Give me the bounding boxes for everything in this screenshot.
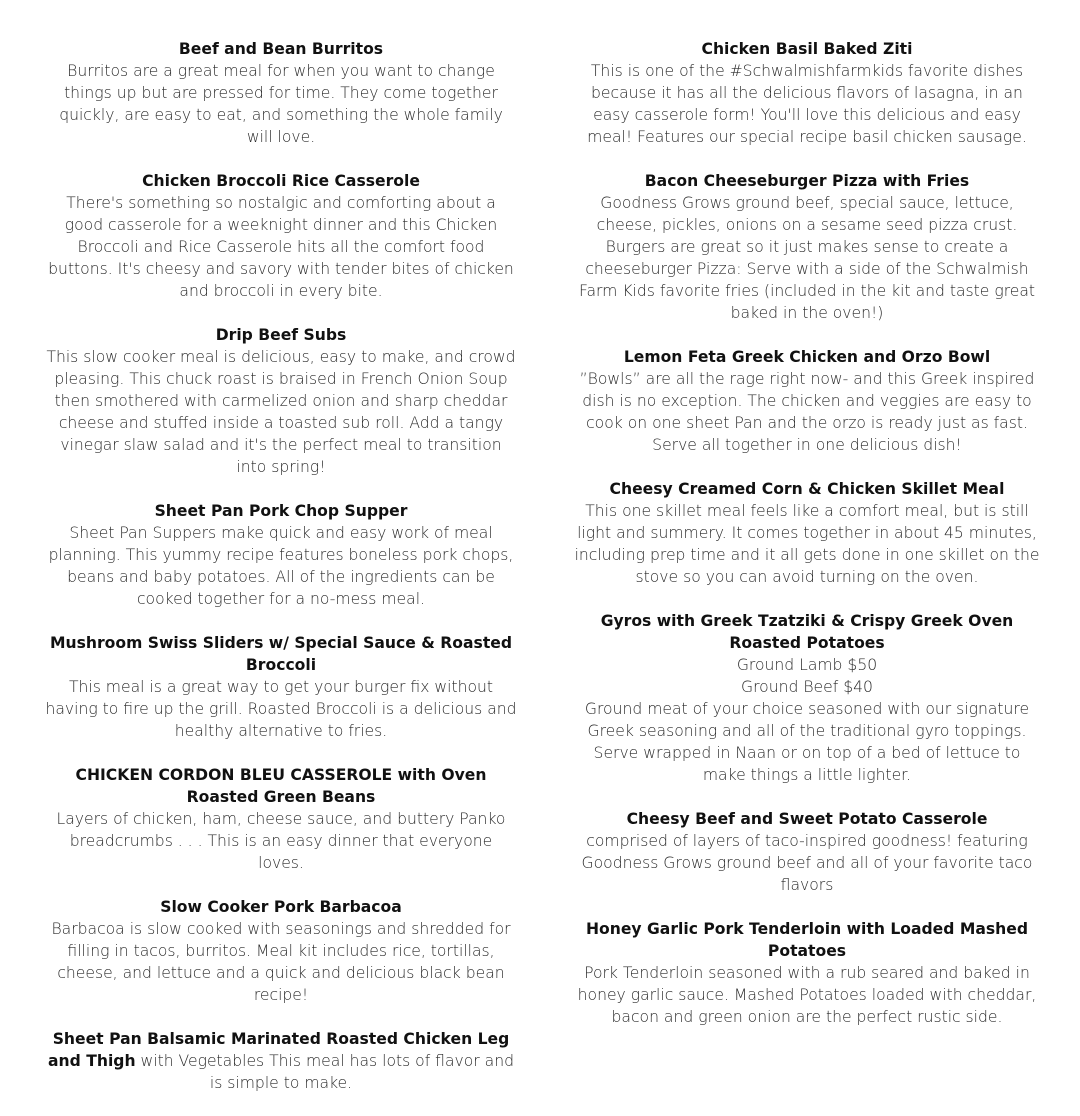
menu-item-beef-bean-burritos [45,38,517,148]
menu-item-title: Honey Garlic Pork Tenderloin with Loaded Mashed Potatoes [585,920,1029,960]
menu-item-description: Layers of chicken, ham, cheese sauce, and buttery Panko breadcrumbs . . . This is an easy dinner that everyone loves. [56,810,506,872]
menu-item-description: Pork Tenderloin seasoned with a rub seared and baked in honey garlic sauce. Mashed Potatoes loaded with cheddar, bacon and green onion are the perfect rustic side. [577,964,1037,1026]
menu-item-cheesy-creamed-corn [571,478,1043,588]
menu-item-chicken-basil-baked-ziti [571,38,1043,148]
menu-item-lemon-feta-orzo-bowl [571,346,1043,456]
menu-item-gyros [571,610,1043,786]
menu-item-description: This is one of the #Schwalmishfarmkids favorite dishes because it has all the delicious flavors of lasagna, in an easy casserole form! You'll love this delicious and easy meal! Features our special recipe basil chicken sausage. [587,62,1027,146]
menu-item-title: Chicken Broccoli Rice Casserole [142,172,420,190]
menu-item-title: Chicken Basil Baked Ziti [701,40,913,58]
menu-item-mushroom-swiss-sliders [45,632,517,742]
menu-item-description: ”Bowls” are all the rage right now- and this Greek inspired dish is no exception. The chicken and veggies are easy to cook on one sheet Pan and the orzo is ready just as fast. Serve all together in one delicious dish! [579,370,1035,454]
menu-item-title: Mushroom Swiss Sliders w/ Special Sauce & Roasted Broccoli [49,634,513,674]
menu-item-title: Slow Cooker Pork Barbacoa [160,898,402,916]
menu-column-right [571,38,1043,1050]
menu-item-title: Cheesy Creamed Corn & Chicken Skillet Meal [609,480,1005,498]
menu-item-sheet-pan-pork-chop [45,500,517,610]
menu-item-title: Drip Beef Subs [215,326,347,344]
menu-item-description: This meal is a great way to get your burger fix without having to fire up the grill. Roasted Broccoli is a delicious and healthy alternative to fries. [45,678,517,740]
menu-item-description: comprised of layers of taco-inspired goodness! featuring Goodness Grows ground beef and all of your favorite taco flavors [581,832,1033,894]
menu-item-description: Barbacoa is slow cooked with seasonings and shredded for filling in tacos, burritos. Meal kit includes rice, tortillas, cheese, and lettuce and a quick and delicious black bean recipe! [51,920,511,1004]
menu-item-description: Burritos are a great meal for when you want to change things up but are pressed for time. They come together quickly, are easy to eat, and something the whole family will love. [59,62,503,146]
menu-item-title: Bacon Cheeseburger Pizza with Fries [644,172,970,190]
menu-item-title: Beef and Bean Burritos [178,40,384,58]
menu-item-beef-sweet-potato-casserole [571,808,1043,896]
menu-item-title: Gyros with Greek Tzatziki & Crispy Greek Oven Roasted Potatoes [600,612,1014,652]
price-ground-beef: Ground Beef $40 [741,678,873,696]
menu-item-description: Sheet Pan Suppers make quick and easy work of meal planning. This yummy recipe features boneless pork chops, beans and baby potatoes. All of the ingredients can be cooked together for a no-mess meal. [48,524,514,608]
menu-column-left [45,38,517,1116]
menu-item-slow-cooker-pork-barbacoa [45,896,517,1006]
menu-item-chicken-broccoli-rice-casserole [45,170,517,302]
menu-item-description: There's something so nostalgic and comforting about a good casserole for a weeknight dinner and this Chicken Broccoli and Rice Casserole hits all the comfort food buttons. It's cheesy and savory with tender bites of chicken and broccoli in every bite. [48,194,514,300]
menu-item-title: Sheet Pan Balsamic Marinated Roasted Chicken Leg and Thigh [47,1030,510,1070]
menu-item-title: Sheet Pan Pork Chop Supper [154,502,408,520]
menu-item-title: Cheesy Beef and Sweet Potato Casserole [626,810,988,828]
menu-item-balsamic-chicken [45,1028,517,1094]
menu-item-title: Lemon Feta Greek Chicken and Orzo Bowl [623,348,991,366]
menu-item-drip-beef-subs [45,324,517,478]
menu-item-description: This one skillet meal feels like a comfort meal, but is still light and summery. It comes together in about 45 minutes, including prep time and it all gets done in one skillet on the stove so you can avoid turning on the oven. [574,502,1040,586]
menu-item-title: CHICKEN CORDON BLEU CASSEROLE with Oven Roasted Green Beans [75,766,487,806]
menu-item-chicken-cordon-bleu [45,764,517,874]
menu-item-description: Ground meat of your choice seasoned with our signature Greek seasoning and all of the traditional gyro toppings. Serve wrapped in Naan or on top of a bed of lettuce to make things a little lighter. [584,700,1030,784]
menu-item-description: Goodness Grows ground beef, special sauce, lettuce, cheese, pickles, onions on a sesame seed pizza crust. Burgers are great so it just makes sense to create a cheeseburger Pizza: Serve with a side of the Schwalmish Farm Kids favorite fries (included in the kit and taste great baked in the oven!) [578,194,1036,322]
menu-item-description: This slow cooker meal is delicious, easy to make, and crowd pleasing. This chuck roast is braised in French Onion Soup then smothered with carmelized onion and sharp cheddar cheese and stuffed inside a toasted sub roll. Add a tangy vinegar slaw salad and it's the perfect meal to transition into spring! [46,348,516,476]
price-ground-lamb: Ground Lamb $50 [736,656,878,674]
menu-item-description: with Vegetables This meal has lots of flavor and is simple to make. [135,1052,515,1092]
menu-item-honey-garlic-pork-tenderloin [571,918,1043,1028]
menu-item-bacon-cheeseburger-pizza [571,170,1043,324]
